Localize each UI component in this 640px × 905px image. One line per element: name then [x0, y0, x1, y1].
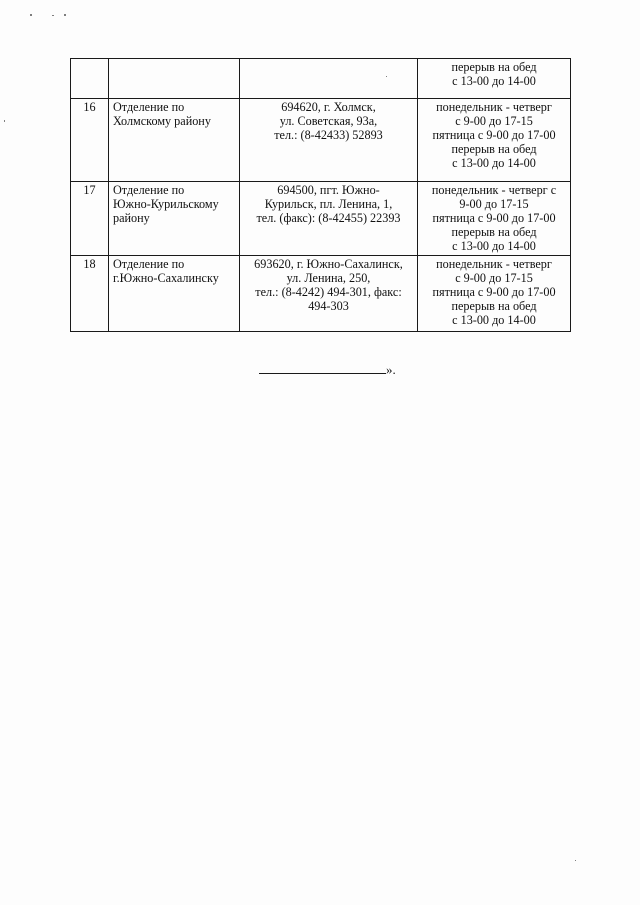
cell-hours: [418, 59, 571, 99]
hours-line: перерыв на обед: [451, 142, 537, 156]
hours-line: с 13-00 до 14-00: [452, 74, 536, 88]
cell-address: [240, 99, 418, 182]
hours-line: с 13-00 до 14-00: [452, 313, 536, 327]
cell-address: [240, 182, 418, 256]
table-row-continuation: [71, 59, 571, 99]
address-line: Курильск, пл. Ленина, 1,: [264, 197, 393, 211]
name-line: г.Южно-Сахалинску: [113, 271, 219, 285]
cell-address: [240, 59, 418, 99]
table-row: [71, 182, 571, 256]
scan-speck: [30, 14, 32, 16]
name-line: Южно-Курильскому: [113, 197, 219, 211]
cell-num: 16: [71, 99, 109, 182]
hours-line: с 13-00 до 14-00: [452, 239, 536, 253]
cell-hours: [418, 182, 571, 256]
cell-num: 17: [71, 182, 109, 256]
address-line: ул. Советская, 93а,: [279, 114, 378, 128]
address-line: 694620, г. Холмск,: [281, 100, 376, 114]
hours-line: пятница с 9-00 до 17-00: [432, 128, 556, 142]
hours-line: понедельник - четверг: [436, 257, 552, 271]
underline-rule: [259, 362, 386, 374]
hours-line: перерыв на обед: [451, 225, 537, 239]
hours-line: перерыв на обед: [451, 60, 537, 74]
cell-name: [109, 256, 240, 332]
cell-name: [109, 59, 240, 99]
name-line: району: [113, 211, 150, 225]
hours-line: с 9-00 до 17-15: [455, 271, 533, 285]
address-line: 693620, г. Южно-Сахалинск,: [254, 257, 403, 271]
address-line: тел.: (8-4242) 494-301, факс:: [255, 285, 402, 299]
cell-name: [109, 99, 240, 182]
hours-line: понедельник - четверг с: [431, 183, 557, 197]
hours-line: с 9-00 до 17-15: [455, 114, 533, 128]
name-line: Отделение по: [113, 100, 185, 114]
cell-address: [240, 256, 418, 332]
closing-line: [259, 362, 396, 378]
cell-name: [109, 182, 240, 256]
hours-line: 9-00 до 17-15: [459, 197, 529, 211]
hours-line: пятница с 9-00 до 17-00: [432, 285, 556, 299]
scan-speck: [52, 15, 54, 16]
name-line: Холмскому району: [113, 114, 211, 128]
scan-speck: [4, 120, 5, 122]
table-row: [71, 256, 571, 332]
scan-speck: [64, 14, 66, 16]
cell-hours: [418, 256, 571, 332]
address-line: 494-303: [308, 299, 349, 313]
hours-line: пятница с 9-00 до 17-00: [432, 211, 556, 225]
cell-hours: [418, 99, 571, 182]
table-row: [71, 99, 571, 182]
cell-num: 18: [71, 256, 109, 332]
closing-quote: ».: [386, 362, 396, 377]
address-line: тел.: (8-42433) 52893: [274, 128, 383, 142]
address-line: ул. Ленина, 250,: [286, 271, 371, 285]
offices-table: [70, 58, 571, 332]
hours-line: с 13-00 до 14-00: [452, 156, 536, 170]
hours-line: перерыв на обед: [451, 299, 537, 313]
address-line: тел. (факс): (8-42455) 22393: [256, 211, 401, 225]
cell-num: [71, 59, 109, 99]
hours-line: понедельник - четверг: [436, 100, 552, 114]
address-line: 694500, пгт. Южно-: [277, 183, 380, 197]
name-line: Отделение по: [113, 183, 185, 197]
name-line: Отделение по: [113, 257, 185, 271]
scan-speck: [575, 860, 576, 861]
